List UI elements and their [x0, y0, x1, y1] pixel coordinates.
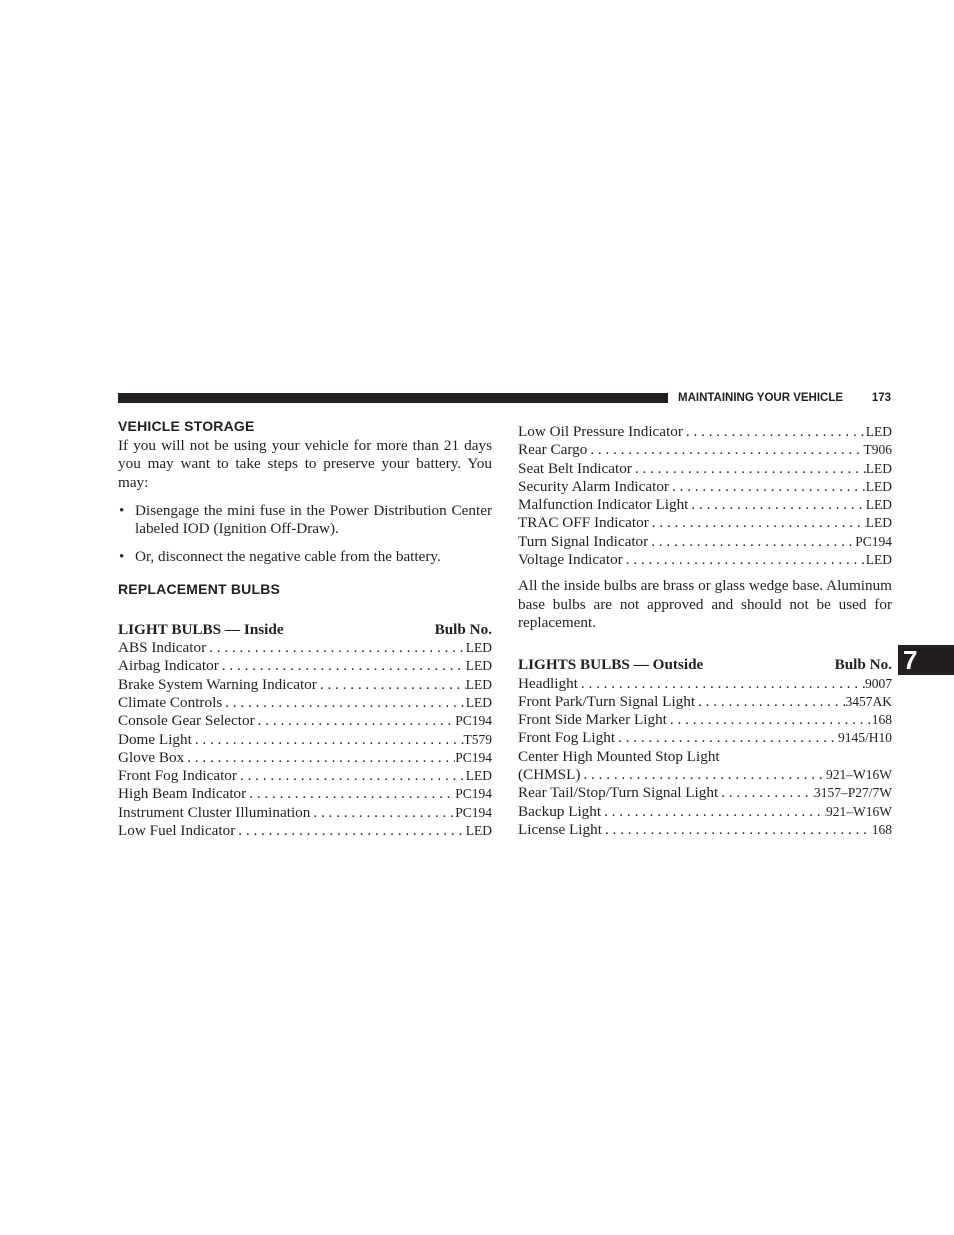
table-row: Backup Light . . . 921–W16W	[518, 803, 892, 821]
table-row: Rear Cargo . . . T906	[518, 441, 892, 459]
bullet-icon: •	[119, 501, 125, 519]
table-row: Low Fuel Indicator . . . LED	[118, 822, 492, 840]
table-row: Malfunction Indicator Light . . . LED	[518, 496, 892, 514]
table-row: Dome Light . . . T579	[118, 731, 492, 749]
table-row: Console Gear Selector . . . PC194	[118, 712, 492, 730]
table-row: ABS Indicator . . . LED	[118, 639, 492, 657]
bullet-icon: •	[119, 548, 125, 566]
inside-bulbs-table-continued	[518, 423, 892, 569]
table-row: (CHMSL) . . . 921–W16W	[518, 766, 892, 784]
inside-bulbs-header: LIGHT BULBS — Inside Bulb No.	[118, 620, 492, 638]
table-row: Rear Tail/Stop/Turn Signal Light . . . 3157–P27/7W	[518, 784, 892, 802]
outside-bulbs-header: LIGHTS BULBS — Outside Bulb No.	[518, 656, 892, 674]
table-row-label-line: Center High Mounted Stop Light	[518, 747, 720, 765]
table-row: Climate Controls . . . LED	[118, 694, 492, 712]
inside-bulbs-table	[118, 621, 492, 841]
table-row: Airbag Indicator . . . LED	[118, 657, 492, 675]
table-row: License Light . . . 168	[518, 821, 892, 839]
table-row: Headlight . . . 9007	[518, 675, 892, 693]
header-rule	[118, 393, 668, 403]
vehicle-storage-intro: If you will not be using your vehicle for more than 21 days you may want to take steps to preserve your battery. You may:	[118, 437, 492, 491]
table-row: Brake System Warning Indicator . . . LED	[118, 676, 492, 694]
bulb-base-note: All the inside bulbs are brass or glass wedge base. Aluminum base bulbs are not approved and should not be used for replacement.	[518, 577, 892, 631]
table-row: High Beam Indicator . . . PC194	[118, 785, 492, 803]
table-row: Front Side Marker Light . . . 168	[518, 711, 892, 729]
replacement-bulbs-heading: REPLACEMENT BULBS	[118, 580, 281, 597]
table-row: Front Fog Light . . . 9145/H10	[518, 729, 892, 747]
table-row: Voltage Indicator . . . LED	[518, 551, 892, 569]
running-header	[678, 390, 891, 406]
table-row: Front Park/Turn Signal Light . . . 3457AK	[518, 693, 892, 711]
table-row: Front Fog Indicator . . . LED	[118, 767, 492, 785]
chapter-tab: 7	[898, 645, 954, 675]
table-row: Instrument Cluster Illumination . . . PC194	[118, 804, 492, 822]
page-number: 173	[871, 392, 891, 404]
list-item: • Or, disconnect the negative cable from the battery.	[119, 548, 441, 566]
left-column	[118, 417, 492, 840]
storage-steps-list	[118, 502, 492, 567]
list-item: • Disengage the mini fuse in the Power Distribution Center labeled IOD (Ignition Off-Draw).	[119, 501, 492, 538]
table-row: Security Alarm Indicator . . . LED	[518, 478, 892, 496]
vehicle-storage-heading: VEHICLE STORAGE	[118, 418, 255, 434]
table-row: Glove Box . . . PC194	[118, 749, 492, 767]
table-row: TRAC OFF Indicator . . . LED	[518, 514, 892, 532]
outside-bulbs-table	[518, 656, 892, 839]
table-row: Low Oil Pressure Indicator . . . LED	[518, 423, 892, 441]
table-row: Seat Belt Indicator . . . LED	[518, 460, 892, 478]
table-row: Turn Signal Indicator . . . PC194	[518, 533, 892, 551]
section-title: MAINTAINING YOUR VEHICLE	[678, 392, 844, 404]
right-column	[518, 423, 892, 839]
